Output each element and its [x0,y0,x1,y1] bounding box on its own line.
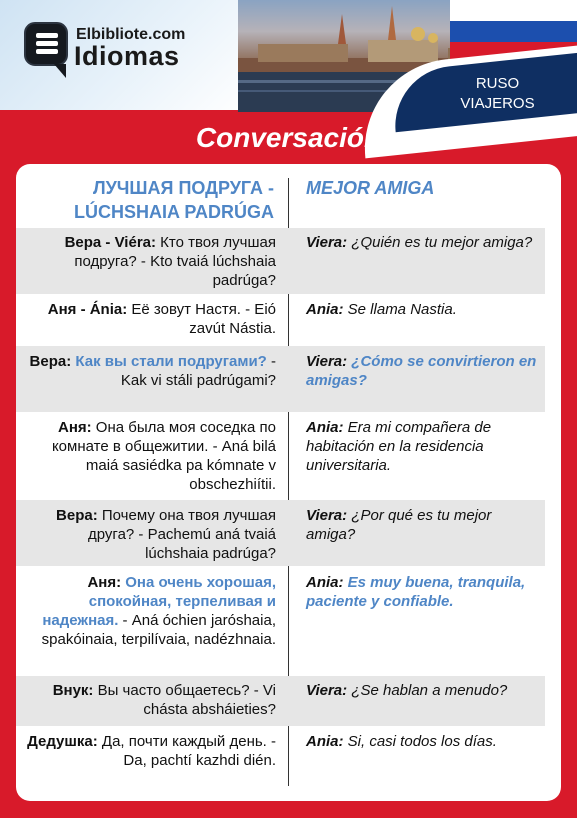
dialogue-row [16,676,545,726]
line-text: ¿Por qué es tu mejor amiga? [306,507,492,543]
line-text: ¿Se hablan a menudo? [347,682,508,699]
line-text: - Aná óchien jaróshaia, spakóinaia, terpilívaia, nadézhnaia. [41,612,276,648]
speaker: Viera: [306,507,348,524]
line-text: Её зовут Настя. - Eió zavút Nástia. [127,301,276,337]
line-text: Se llama Nastia. [343,301,457,318]
speaker: Viera: [306,234,348,251]
russian-line [22,506,276,563]
speaker: Ania: [306,301,344,318]
speaker: Внук: [52,682,94,699]
line-text: Да, почти каждый день. - Da, pachtí kazhdi dién. [97,733,276,769]
speaker: Вера - Viéra: [64,234,156,251]
russian-line [22,573,276,649]
dialogue-row [16,412,545,500]
conversation-card [16,164,561,801]
russian-column-title: ЛУЧШАЯ ПОДРУГА - LÚCHSHAIA PADRÚGA [74,178,274,222]
speaker: Аня - Ánia: [47,301,128,318]
speaker: Ania: [306,419,344,436]
highlighted-phrase: Она очень хорошая, спокойная, терпеливая и надежная. [42,574,276,629]
russian-line [22,300,276,338]
speaker: Аня: [58,419,92,436]
dialogue-row [16,294,545,346]
spanish-line [306,418,542,475]
russian-line [22,352,276,390]
line-text: Era mi compañera de habitación en la residencia universitaria. [306,419,492,474]
highlighted-phrase: ¿Cómo se convirtieron en amigas? [306,353,537,389]
dialogue-row [16,726,545,786]
dialogue-row [16,500,545,566]
spanish-line [306,573,542,611]
dialogue-row [16,228,545,294]
spanish-line [306,732,542,751]
brand-name: Idiomas [74,41,180,71]
level-text [440,74,555,114]
line-text: Si, casi todos los días. [343,733,497,750]
spanish-line [306,300,542,319]
russian-line [22,681,276,719]
header [0,0,577,122]
spanish-line [306,506,542,544]
speaker: Вера: [29,353,72,370]
spanish-line [306,352,542,390]
speaker: Viera: [306,353,348,370]
page-title: Conversación [195,122,382,153]
line-text: ¿Quién es tu mejor amiga? [347,234,533,251]
spanish-line [306,233,542,252]
russian-line [22,732,276,770]
russian-line [22,418,276,494]
line-text: Почему она твоя лучшая друга? - Pachemú aná tvaiá lúchshaia padrúga? [88,507,276,562]
line-text: Вы часто общаетесь? - Vi chásta absháieties? [93,682,276,718]
russian-line [22,233,276,290]
speaker: Viera: [306,682,348,699]
spanish-line [306,681,542,700]
spanish-column-title: MEJOR AMIGA [306,178,435,198]
speaker: Ania: [306,733,344,750]
line-text: Она была моя соседка по комнате в общежитии. - Aná bilá maiá sasiédka pa kómnate v obschezhiítii. [51,419,276,493]
language-label: RUSO [475,75,520,92]
brand-site: Elbibliote.com [76,26,186,43]
line-text: Кто твоя лучшая подруга? - Kto tvaiá lúchshaia padrúga? [74,234,276,289]
speaker: Аня: [87,574,122,591]
speaker: Ania: [306,574,344,591]
line-text: - Kak vi stáli padrúgami? [120,353,276,389]
highlighted-phrase: Как вы стали подругами? [71,353,267,370]
speaker: Дедушка: [27,733,98,750]
speaker: Вера: [56,507,98,524]
dialogue-row [16,566,545,676]
level-label: VIAJEROS [460,95,535,112]
dialogue-row [16,346,545,412]
chat-bubble-logo-icon [24,22,68,66]
highlighted-phrase: Es muy buena, tranquila, paciente y confiable. [306,574,526,610]
